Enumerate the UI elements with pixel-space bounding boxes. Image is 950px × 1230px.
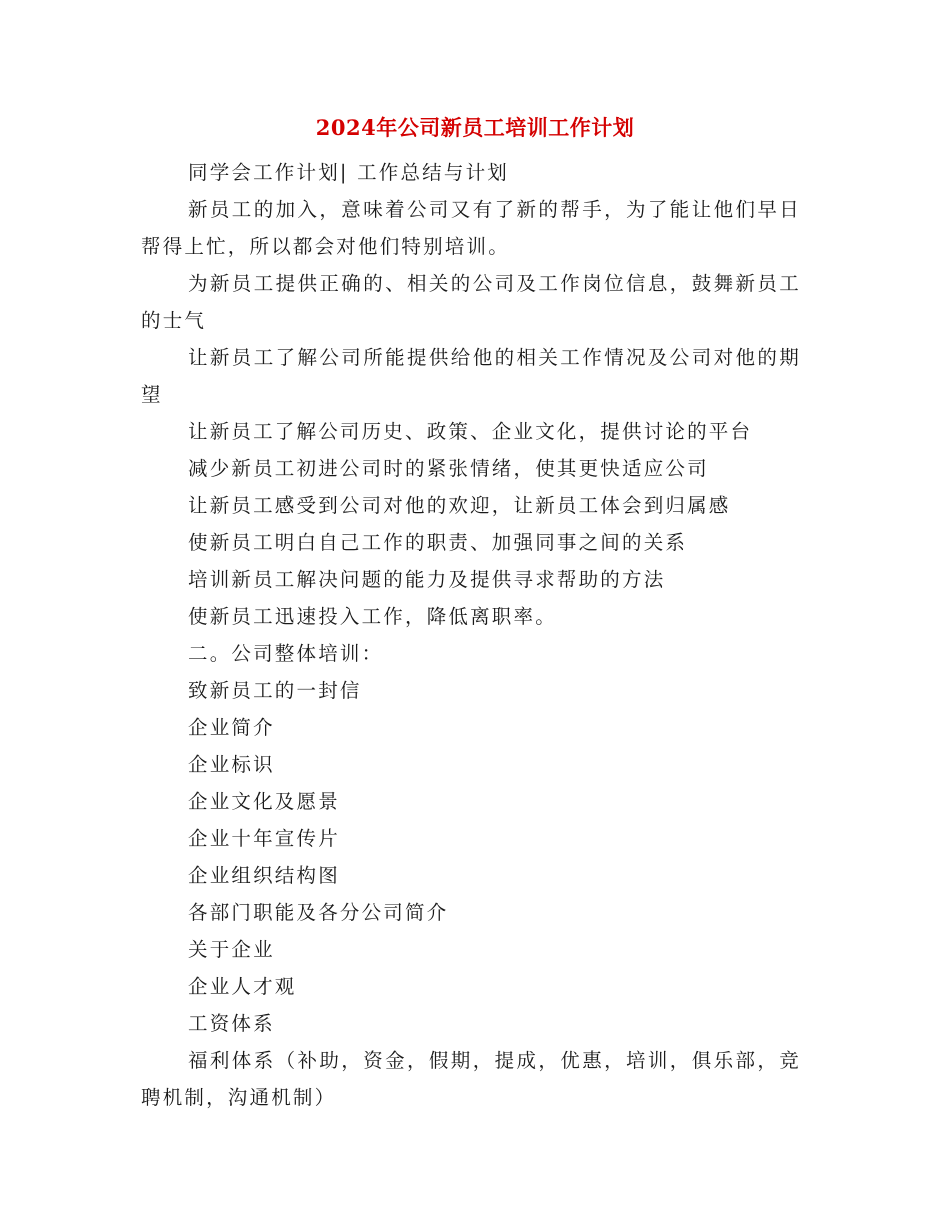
list-item: 企业十年宣传片 xyxy=(188,827,340,850)
paragraph: 使新员工迅速投入工作，降低离职率。 xyxy=(188,605,557,628)
paragraph: 使新员工明白自己工作的职责、加强同事之间的关系 xyxy=(188,531,688,554)
paragraph: 培训新员工解决问题的能力及提供寻求帮助的方法 xyxy=(188,568,666,591)
list-item: 各部门职能及各分公司简介 xyxy=(188,901,449,924)
paragraph: 新员工的加入，意味着公司又有了新的帮手，为了能让他们早日帮得上忙，所以都会对他们特别培训。 xyxy=(141,198,801,258)
list-item: 企业组织结构图 xyxy=(188,864,340,887)
paragraph: 同学会工作计划| 工作总结与计划 xyxy=(188,161,509,184)
section-heading: 二。公司整体培训： xyxy=(188,642,384,665)
paragraph: 让新员工了解公司所能提供给他的相关工作情况及公司对他的期望 xyxy=(141,346,801,406)
list-item: 企业人才观 xyxy=(188,975,297,998)
document-title: 2024年公司新员工培训工作计划 xyxy=(315,115,635,140)
list-item: 致新员工的一封信 xyxy=(188,679,362,702)
paragraph: 减少新员工初进公司时的紧张情绪，使其更快适应公司 xyxy=(188,457,709,480)
list-item: 企业简介 xyxy=(188,716,275,739)
document-body xyxy=(141,154,801,1116)
paragraph: 让新员工了解公司历史、政策、企业文化，提供讨论的平台 xyxy=(188,420,753,443)
list-item: 企业文化及愿景 xyxy=(188,790,340,813)
list-item: 关于企业 xyxy=(188,938,275,961)
list-item: 福利体系（补助，资金，假期，提成，优惠，培训，俱乐部，竞聘机制，沟通机制） xyxy=(141,1049,801,1109)
paragraph: 为新员工提供正确的、相关的公司及工作岗位信息，鼓舞新员工的士气 xyxy=(141,272,801,332)
list-item: 企业标识 xyxy=(188,753,275,776)
paragraph: 让新员工感受到公司对他的欢迎，让新员工体会到归属感 xyxy=(188,494,731,517)
list-item: 工资体系 xyxy=(188,1012,275,1035)
